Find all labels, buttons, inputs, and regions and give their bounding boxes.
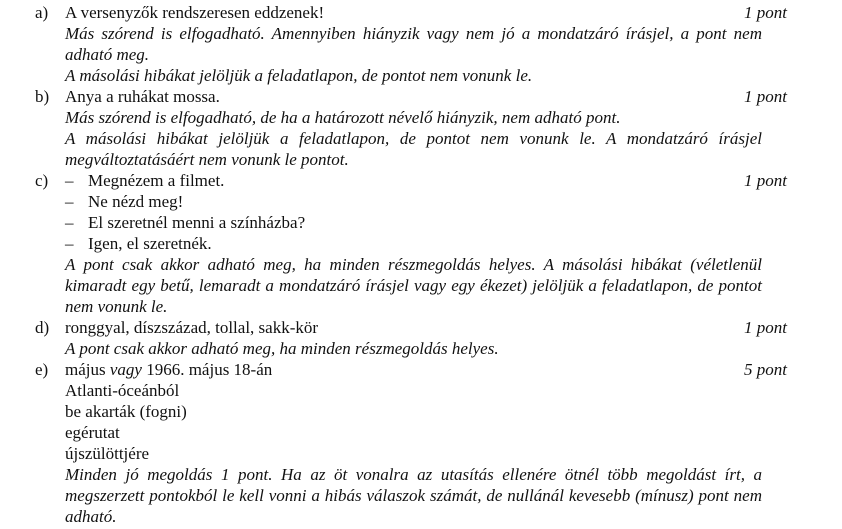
- text-segment: május: [65, 360, 110, 379]
- line-text: Anya a ruhákat mossa.: [65, 87, 220, 106]
- points-value: 5 pont: [744, 360, 787, 379]
- points-value: 1 pont: [744, 318, 787, 337]
- line-text: Minden jó megoldás 1 pont. Ha az öt vonalra az utasítás ellenére ötnél több megoldást írt, a megszerzett pontokból le kell vonni a hibás válaszok számát, de nullánál kevesebb (mínusz) pont nem adható.: [65, 465, 762, 526]
- answer-line: [65, 380, 762, 401]
- item-content: [65, 317, 762, 359]
- line-text: ronggyal, díszszázad, tollal, sakk-kör: [65, 318, 319, 337]
- line-text: A másolási hibákat jelöljük a feladatlapon, de pontot nem vonunk le. A mondatzáró írásjel megváltoztatásáért nem vonunk le pontot.: [65, 129, 762, 169]
- exercise-item-d: [35, 317, 787, 359]
- exercise-item-a: [35, 2, 787, 86]
- answer-line: [65, 233, 762, 254]
- answer-line: [65, 86, 762, 107]
- scoring-note-line: [65, 338, 762, 359]
- answer-line: [65, 443, 762, 464]
- line-text: Más szórend is elfogadható. Amennyiben hiányzik vagy nem jó a mondatzáró írásjel, a pont nem adható meg.: [65, 24, 762, 64]
- exercise-item-e: [35, 359, 787, 527]
- line-text: egérutat: [65, 423, 120, 442]
- answer-line: [65, 2, 762, 23]
- scoring-note-line: [65, 65, 762, 86]
- item-label: c): [35, 171, 49, 190]
- line-text: El szeretnél menni a színházba?: [88, 213, 306, 232]
- exercise-items-list: [35, 2, 787, 527]
- line-text: újszülöttjére: [65, 444, 150, 463]
- dash-bullet: –: [65, 213, 74, 232]
- line-text: A pont csak akkor adható meg, ha minden részmegoldás helyes.: [65, 339, 499, 358]
- item-content: [65, 2, 762, 86]
- line-text: A pont csak akkor adható meg, ha minden részmegoldás helyes. A másolási hibákat (véletlenül kimaradt egy betű, lemaradt a mondatzáró írásjel vagy egy ékezet) jelöljük a feladatlapon, de pontot nem vonunk le.: [65, 255, 762, 316]
- answer-line: [65, 212, 762, 233]
- scoring-note-line: [65, 254, 762, 317]
- line-text: Atlanti-óceánból: [65, 381, 180, 400]
- line-text: Megnézem a filmet.: [88, 171, 225, 190]
- points-value: 1 pont: [744, 87, 787, 106]
- dash-bullet: –: [65, 171, 74, 190]
- text-segment: vagy: [109, 360, 142, 379]
- line-text: Igen, el szeretnék.: [88, 234, 212, 253]
- scoring-note-line: [65, 128, 762, 170]
- line-text: A versenyzők rendszeresen eddzenek!: [65, 3, 325, 22]
- exercise-item-c: [35, 170, 787, 317]
- answer-line: [65, 191, 762, 212]
- line-text: A másolási hibákat jelöljük a feladatlapon, de pontot nem vonunk le.: [65, 66, 533, 85]
- scoring-note-line: [65, 23, 762, 65]
- exercise-item-b: [35, 86, 787, 170]
- scoring-note-line: [65, 464, 762, 527]
- answer-line: [65, 422, 762, 443]
- item-content: [65, 86, 762, 170]
- item-content: [65, 359, 762, 527]
- dash-bullet: –: [65, 192, 74, 211]
- text-segment: 1966. május 18-án: [141, 360, 273, 379]
- dash-bullet: –: [65, 234, 74, 253]
- answer-line: [65, 359, 762, 380]
- line-text: Ne nézd meg!: [88, 192, 184, 211]
- scoring-note-line: [65, 107, 762, 128]
- points-value: 1 pont: [744, 3, 787, 22]
- answer-line: [65, 401, 762, 422]
- points-value: 1 pont: [744, 171, 787, 190]
- answer-line: [65, 317, 762, 338]
- line-text: be akarták (fogni): [65, 402, 187, 421]
- answer-line: [65, 170, 762, 191]
- line-text: Más szórend is elfogadható, de ha a határozott névelő hiányzik, nem adható pont.: [65, 108, 621, 127]
- item-content: [65, 170, 762, 317]
- item-label: d): [35, 318, 50, 337]
- item-label: b): [35, 87, 50, 106]
- item-label: a): [35, 3, 49, 22]
- item-label: e): [35, 360, 49, 379]
